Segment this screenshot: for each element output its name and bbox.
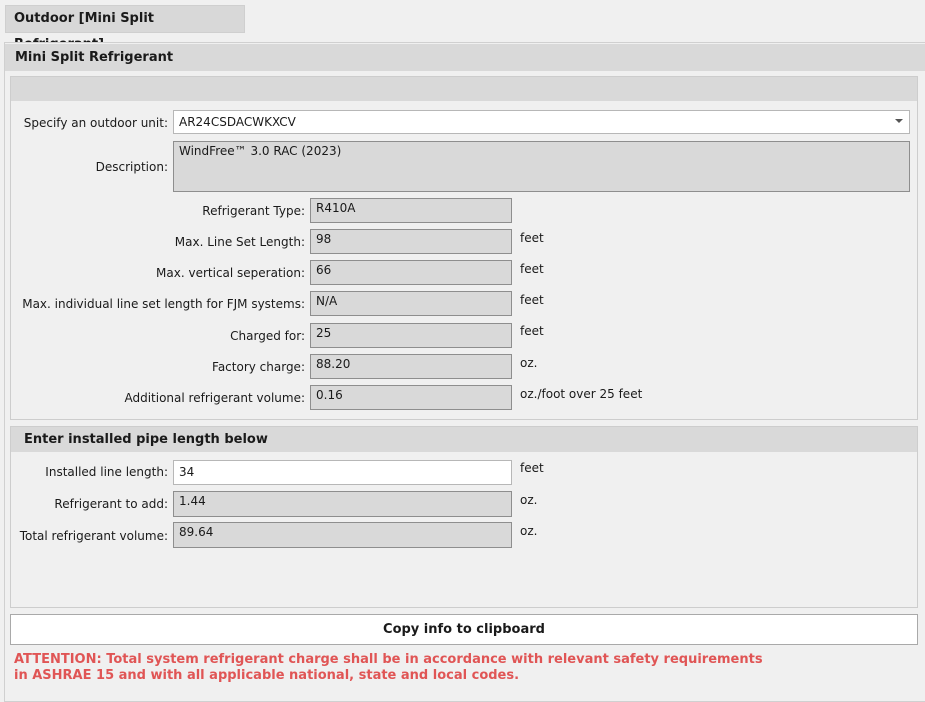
refrigerant-to-add-unit: oz. — [520, 493, 538, 507]
outdoor-unit-label: Specify an outdoor unit: — [23, 116, 168, 130]
charged-for-unit: feet — [520, 324, 544, 338]
charged-for-field: 25 — [310, 323, 512, 348]
chevron-down-icon[interactable] — [895, 119, 903, 123]
installed-line-length-unit: feet — [520, 461, 544, 475]
outdoor-unit-value: AR24CSDACWKXCV — [179, 115, 296, 129]
max-vertical-separation-label: Max. vertical seperation: — [156, 266, 305, 280]
charged-for-label: Charged for: — [230, 329, 305, 343]
pipe-length-group-title: Enter installed pipe length below — [11, 427, 917, 452]
max-line-set-length-label: Max. Line Set Length: — [174, 235, 305, 249]
max-vertical-separation-field: 66 — [310, 260, 512, 285]
max-line-set-length-field: 98 — [310, 229, 512, 254]
max-individual-line-set-unit: feet — [520, 293, 544, 307]
total-refrigerant-volume-field: 89.64 — [173, 522, 512, 548]
section-title: Mini Split Refrigerant — [5, 44, 925, 71]
copy-info-button[interactable]: Copy info to clipboard — [10, 614, 918, 645]
refrigerant-type-field: R410A — [310, 198, 512, 223]
factory-charge-unit: oz. — [520, 356, 538, 370]
installed-line-length-input[interactable]: 34 — [173, 460, 512, 485]
additional-refrigerant-volume-label: Additional refrigerant volume: — [124, 391, 305, 405]
total-refrigerant-volume-unit: oz. — [520, 524, 538, 538]
outdoor-unit-select[interactable] — [173, 110, 910, 134]
description-field: WindFree™ 3.0 RAC (2023) — [173, 141, 910, 192]
max-individual-line-set-field: N/A — [310, 291, 512, 316]
total-refrigerant-volume-label: Total refrigerant volume: — [19, 529, 168, 543]
max-vertical-separation-unit: feet — [520, 262, 544, 276]
factory-charge-label: Factory charge: — [212, 360, 305, 374]
additional-refrigerant-volume-unit: oz./foot over 25 feet — [520, 387, 643, 401]
max-line-set-length-unit: feet — [520, 231, 544, 245]
additional-refrigerant-volume-field: 0.16 — [310, 385, 512, 410]
tab-outdoor-mini-split[interactable]: Outdoor [Mini Split — [5, 5, 245, 33]
factory-charge-field: 88.20 — [310, 354, 512, 379]
refrigerant-to-add-label: Refrigerant to add: — [54, 497, 168, 511]
attention-notice — [14, 652, 774, 684]
installed-line-length-label: Installed line length: — [45, 465, 168, 479]
attention-line-1: ATTENTION: Total system refrigerant charge shall be in accordance with relevant safety requirements — [14, 652, 763, 667]
refrigerant-to-add-field: 1.44 — [173, 491, 512, 517]
description-label: Description: — [95, 160, 168, 174]
outdoor-unit-group-header — [11, 77, 917, 101]
max-individual-line-set-label: Max. individual line set length for FJM systems: — [22, 297, 305, 311]
pipe-length-group — [10, 426, 918, 608]
attention-line-2: in ASHRAE 15 and with all applicable national, state and local codes. — [14, 668, 520, 683]
refrigerant-type-label: Refrigerant Type: — [202, 204, 305, 218]
